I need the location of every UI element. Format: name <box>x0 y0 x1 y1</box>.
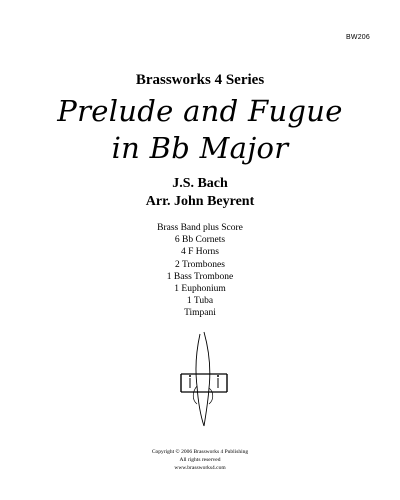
instrumentation-list <box>0 222 400 320</box>
instrumentation-item: Timpani <box>184 308 216 319</box>
instrumentation-item: 2 Trombones <box>175 259 225 270</box>
instrumentation-item: 6 Bb Cornets <box>174 235 226 246</box>
composer: J.S. Bach <box>172 176 228 191</box>
catalog-code: BW206 <box>346 34 370 41</box>
title-line-2: in Bb Major <box>111 131 289 165</box>
brassworks4-logo-icon <box>178 330 230 428</box>
instrumentation-item: Brass Band plus Score <box>157 223 243 233</box>
arranger: Arr. John Beyrent <box>145 194 255 209</box>
footer <box>0 448 400 472</box>
series-name: Brassworks 4 Series <box>135 72 265 88</box>
title-line-1: Prelude and Fugue <box>57 94 343 128</box>
footer-copyright: Copyright © 2006 Brassworks 4 Publishing <box>151 449 249 455</box>
instrumentation-item: 1 Euphonium <box>174 284 226 295</box>
footer-website: www.brassworks4.com <box>174 465 226 471</box>
instrumentation-item: 1 Tuba <box>186 296 214 307</box>
instrumentation-item: 1 Bass Trombone <box>166 271 234 282</box>
footer-rights: All rights reserved <box>179 457 221 463</box>
instrumentation-item: 4 F Horns <box>180 247 219 258</box>
